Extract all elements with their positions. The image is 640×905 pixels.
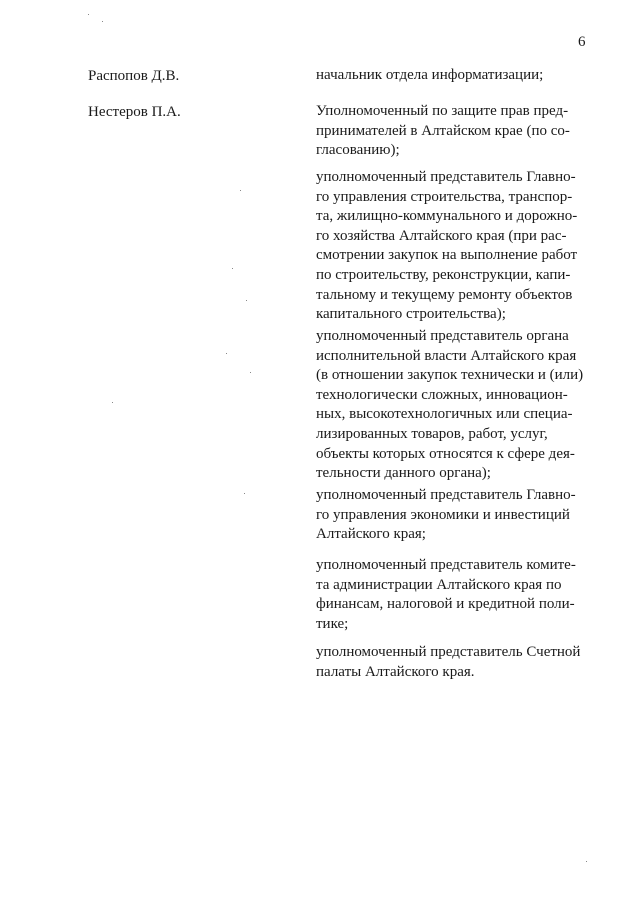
scan-speck — [102, 21, 103, 22]
representative-finance-committee: уполномоченный представитель комите- та администрации Алтайского края по финансам, налоговой и кредитной поли- тике; — [316, 557, 576, 632]
scan-speck — [112, 402, 113, 403]
scan-speck — [244, 493, 245, 494]
representative-economy: уполномоченный представитель Главно- го управления экономики и инвестиций Алтайского края; — [316, 487, 576, 543]
member-role-raspopov: начальник отдела информатизации; — [316, 67, 544, 83]
scan-speck — [88, 14, 89, 15]
scan-speck — [586, 861, 587, 862]
member-role-nesterov: Уполномоченный по защите прав пред- принимателей в Алтайском крае (по со- гласованию); — [316, 103, 570, 159]
member-name-raspopov: Распопов Д.В. — [88, 68, 180, 84]
scan-speck — [232, 268, 233, 269]
scan-speck — [246, 300, 247, 301]
page-number: 6 — [578, 34, 586, 50]
scan-speck — [250, 372, 251, 373]
representative-executive-body: уполномоченный представитель органа исполнительной власти Алтайского края (в отношении закупок технически и (или) технологически сложных, инновацион- ных, высокотехнологичных или специа- лизированных товаров, работ, услуг, объекты которых относятся к сфере дея- тельности данного органа); — [316, 328, 584, 482]
scan-speck — [226, 353, 227, 354]
representative-construction: уполномоченный представитель Главно- го управления строительства, транспор- та, жилищно-коммунального и дорожно- го хозяйства Алтайского края (при рас- смотрении закупок на выполнение работ по строительству, реконструкции, капи- тальному и текущему ремонту объектов капитального строительства); — [316, 169, 578, 323]
representative-accounts-chamber: уполномоченный представитель Счетной палаты Алтайского края. — [316, 644, 581, 680]
member-name-nesterov: Нестеров П.А. — [88, 104, 181, 120]
scan-speck — [240, 190, 241, 191]
